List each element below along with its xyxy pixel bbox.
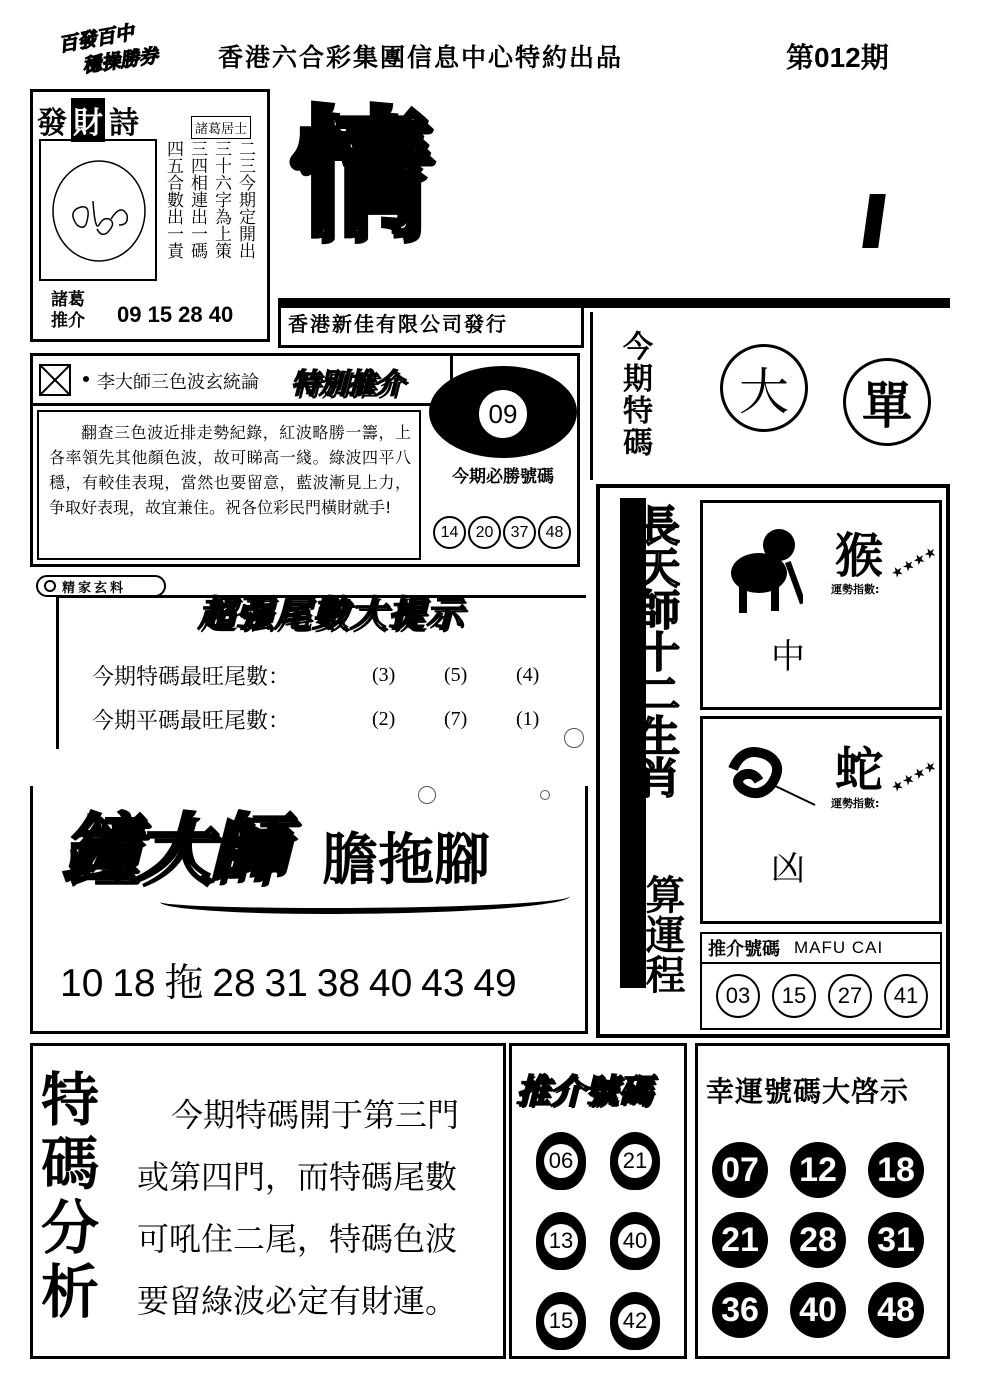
recommend-ball <box>610 1292 660 1350</box>
special-pick-choice-1 <box>720 344 808 432</box>
must-win-ball: 20 <box>468 516 501 549</box>
zodiac-fortune-label: 運勢指數: <box>831 583 880 596</box>
signature-drawing <box>41 141 155 279</box>
lucky-ball: 12 <box>790 1142 846 1198</box>
zodiac-rec-ball: 15 <box>772 974 816 1018</box>
analysis-side-char: 析 <box>41 1258 100 1326</box>
three-color-box <box>30 353 580 567</box>
cross-icon <box>39 364 71 396</box>
poem-title <box>37 98 139 142</box>
must-win-panel <box>429 366 579 562</box>
recommend-grid <box>536 1132 670 1350</box>
signature-box <box>39 139 157 281</box>
tail-hint-value: (4) <box>516 664 540 686</box>
star-icons: ★★★★ <box>888 757 940 797</box>
recommend-ball-number: 40 <box>618 1224 652 1258</box>
tail-hint-value: (1) <box>516 708 540 730</box>
three-color-body: 翻查三色波近排走勢紀錄，紅波略勝一籌，上各率領先其他顏色波，故可睇高一綫。綠波四平八穩，有較佳表現，當然也要留意，藍波漸見上力，争取好表現，故宜兼住。祝各位彩民門橫財就手! <box>49 423 411 517</box>
lucky-ball: 48 <box>868 1282 924 1338</box>
zodiac-rec-box <box>700 932 942 1030</box>
bullet-icon <box>83 376 89 382</box>
poem-column: 二三今期定開出 <box>235 140 255 259</box>
special-pick-char: 碼 <box>623 426 653 461</box>
issue-number: 第012期 <box>786 42 889 73</box>
poem-title-char: 財 <box>71 98 105 142</box>
zodiac-card <box>700 716 942 924</box>
lucky-ball: 18 <box>868 1142 924 1198</box>
lucky-ball: 31 <box>868 1212 924 1268</box>
zodiac-verdict: 中 <box>771 637 805 677</box>
zodiac-rec-ball: 03 <box>716 974 760 1018</box>
bubble-decoration <box>564 728 584 748</box>
masthead-issuer: 香港新佳有限公司發行 <box>288 312 508 336</box>
bubble-decoration <box>418 786 436 804</box>
brand-line-2: 穩操勝券 <box>81 44 160 78</box>
poem-rec-label <box>51 290 85 332</box>
three-color-heading: 李大師三色波玄統論 <box>97 372 259 393</box>
lucky-ball: 40 <box>790 1282 846 1338</box>
zodiac-rec-label: 推介號碼 <box>708 939 780 960</box>
recommend-ball-number: 15 <box>544 1304 578 1338</box>
special-pick-box <box>590 312 950 480</box>
analysis-side-char: 碼 <box>41 1130 100 1198</box>
tail-hint-row <box>92 704 588 735</box>
three-color-body-box <box>37 410 421 560</box>
zodiac-rec-ball: 41 <box>884 974 928 1018</box>
brand-line-1: 百發百中 <box>56 21 136 57</box>
zodiac-side-sub: 算運程 <box>639 874 685 994</box>
lucky-ball: 36 <box>712 1282 768 1338</box>
master-zhong-numbers: 10 18 拖 28 31 38 40 43 49 <box>60 962 517 1005</box>
masthead-big-char: 情 <box>290 94 431 257</box>
must-win-ball: 48 <box>538 516 571 549</box>
monkey-icon <box>723 525 803 615</box>
tail-hint-title: 超强尾數大提示 <box>198 594 465 635</box>
must-win-balls <box>433 516 571 549</box>
master-zhong-subtitle: 膽拖腳 <box>322 828 490 893</box>
tail-hint-value: (3) <box>372 664 396 686</box>
analysis-text <box>137 1084 499 1332</box>
analysis-line: 今期特碼開于第三門 <box>171 1096 460 1134</box>
tail-hint-tag <box>36 575 166 597</box>
poem-rec-label-line: 推介 <box>51 311 85 331</box>
masthead-mark <box>862 194 886 248</box>
lucky-grid <box>712 1142 926 1338</box>
recommend-ball-number: 13 <box>544 1224 578 1258</box>
three-color-header <box>33 356 453 406</box>
recommend-ball <box>536 1132 586 1190</box>
poem-title-char: 發 <box>37 106 67 141</box>
must-win-ball: 37 <box>503 516 536 549</box>
poem-rec-label-line: 諸葛 <box>51 290 85 310</box>
zodiac-rec-header <box>702 934 940 964</box>
must-win-label: 今期必勝號碼 <box>452 467 554 487</box>
analysis-line: 或第四門，而特碼尾數 <box>137 1158 458 1196</box>
tail-hint-row <box>92 660 588 691</box>
recommend-title: 推介號碼 <box>516 1072 652 1112</box>
recommend-ball <box>610 1132 660 1190</box>
poem-column: 三四相連出一碼 <box>187 140 207 259</box>
recommend-ball-number: 42 <box>618 1304 652 1338</box>
zodiac-rec-ball: 27 <box>828 974 872 1018</box>
poem-column: 四五合數出一責 <box>163 140 183 259</box>
zodiac-animal-name: 蛇 <box>835 742 884 798</box>
zodiac-animal-name: 猴 <box>835 528 884 584</box>
special-pick-choice-text: 單 <box>862 377 912 435</box>
lucky-ball: 07 <box>712 1142 768 1198</box>
tail-hint-row-label: 今期平碼最旺尾數： <box>92 709 291 734</box>
publisher-title: 香港六合彩集團信息中心特約出品 <box>218 43 624 72</box>
special-pick-char: 期 <box>623 362 653 397</box>
zodiac-rec-brand: MAFU CAI <box>794 938 884 957</box>
poem-box <box>30 89 270 342</box>
tail-hint-row-label: 今期特碼最旺尾數： <box>92 665 291 690</box>
poem-author: 諸葛居士 <box>191 116 251 139</box>
analysis-box <box>30 1043 506 1359</box>
tail-hint-value: (7) <box>444 708 468 730</box>
lucky-ball: 28 <box>790 1212 846 1268</box>
analysis-line: 可吼住二尾，特碼色波 <box>137 1220 458 1258</box>
zodiac-box <box>596 484 950 1038</box>
lucky-box <box>695 1043 950 1359</box>
must-win-ball: 14 <box>433 516 466 549</box>
special-pick-char: 今 <box>623 330 653 365</box>
poem-rec-numbers: 09 15 28 40 <box>117 302 234 327</box>
snake-icon <box>723 739 823 829</box>
tail-hint-value: (5) <box>444 664 468 686</box>
zodiac-fortune-label: 運勢指數: <box>831 797 880 810</box>
zodiac-rec-balls <box>716 974 928 1018</box>
recommend-ball-number: 06 <box>544 1144 578 1178</box>
brand-badge <box>52 20 182 76</box>
poem-columns <box>163 140 255 259</box>
bubble-decoration <box>540 790 550 800</box>
poem-title-char: 詩 <box>109 106 139 141</box>
analysis-side-char: 分 <box>41 1194 100 1262</box>
special-label: 特別推介 <box>291 367 404 400</box>
star-icons: ★★★★ <box>888 543 940 583</box>
master-zhong-title: 鐘大師 <box>62 806 284 892</box>
analysis-side-char: 特 <box>41 1066 100 1134</box>
poem-column: 三十六字為上策 <box>211 140 231 259</box>
recommend-ball <box>536 1292 586 1350</box>
analysis-line: 要留綠波必定有財運。 <box>137 1282 458 1320</box>
special-pick-char: 特 <box>623 394 653 429</box>
recommend-ball-number: 21 <box>618 1144 652 1178</box>
analysis-side <box>41 1068 99 1324</box>
must-win-number: 09 <box>488 398 518 429</box>
lucky-ball: 21 <box>712 1212 768 1268</box>
special-pick-choice-2 <box>843 358 931 446</box>
recommend-ball <box>610 1212 660 1270</box>
bullet-icon <box>44 580 56 592</box>
special-pick-choice-text: 大 <box>739 363 789 421</box>
zodiac-card <box>700 500 942 710</box>
tail-hint-value: (2) <box>372 708 396 730</box>
must-win-circle <box>477 388 529 440</box>
zodiac-verdict: 凶 <box>771 849 805 889</box>
special-pick-label <box>623 332 653 460</box>
zodiac-side-title: 長天師十二生肖 <box>632 504 681 798</box>
recommend-ball <box>536 1212 586 1270</box>
recommend-box <box>509 1043 687 1359</box>
tail-hint-tag-text: 精家玄料 <box>62 580 127 596</box>
lucky-title: 幸運號碼大啓示 <box>706 1075 910 1108</box>
